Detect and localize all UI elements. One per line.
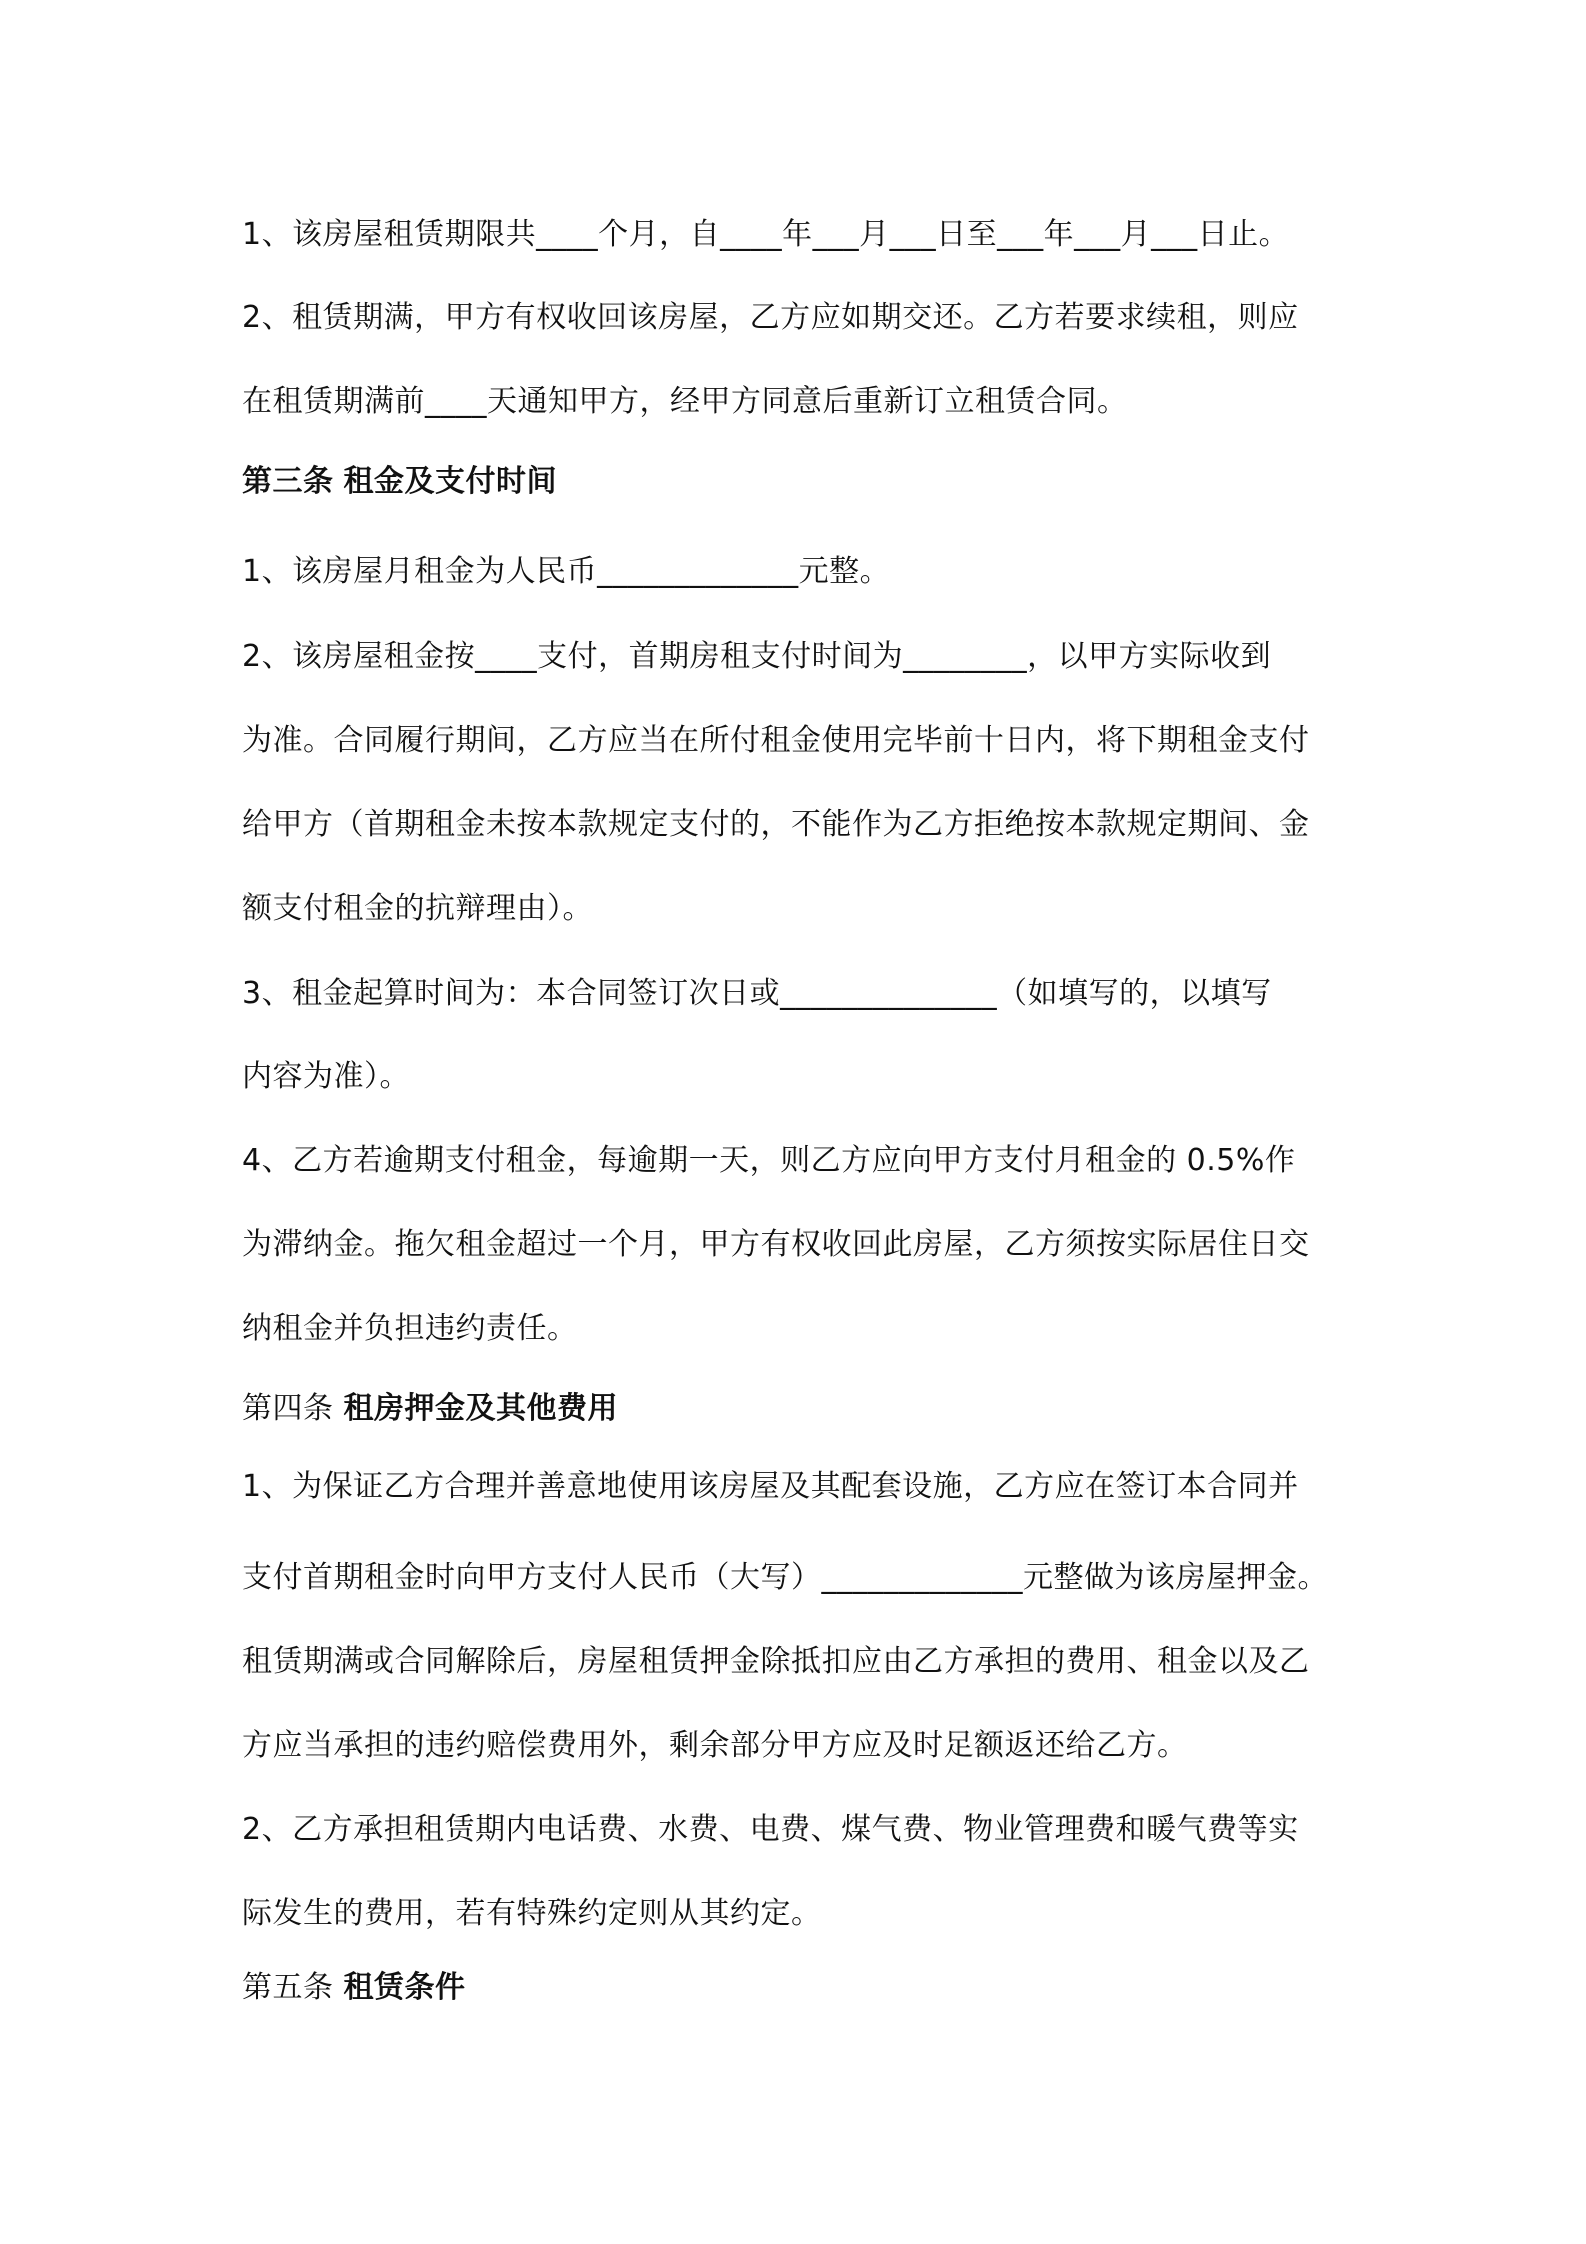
- term-clause-1: 1、该房屋租赁期限共____个月，自____年___月___日至___年___月___日止。: [242, 217, 1290, 252]
- deposit-clause-1-line-2: 支付首期租金时向甲方支付人民币（大写）_____________元整做为该房屋押金。: [242, 1560, 1328, 1595]
- deposit-clause-2-line-2: 际发生的费用，若有特殊约定则从其约定。: [242, 1896, 822, 1931]
- term-clause-2-line-2: 在租赁期满前____天通知甲方，经甲方同意后重新订立租赁合同。: [242, 384, 1128, 419]
- rent-clause-4-line-3: 纳租金并负担违约责任。: [242, 1311, 578, 1346]
- rent-clause-2-line-2: 为准。合同履行期间，乙方应当在所付租金使用完毕前十日内，将下期租金支付: [242, 723, 1310, 758]
- rent-clause-2-line-3: 给甲方（首期租金未按本款规定支付的，不能作为乙方拒绝按本款规定期间、金: [242, 807, 1310, 842]
- rent-clause-4-line-1: 4、乙方若逾期支付租金，每逾期一天，则乙方应向甲方支付月租金的 0.5%作: [242, 1143, 1296, 1178]
- article-4-number: 第四条: [242, 1391, 334, 1426]
- article-3-heading: [242, 462, 1352, 502]
- article-4-title: 租房押金及其他费用: [343, 1391, 618, 1426]
- rent-clause-2-line-1: 2、该房屋租金按____支付，首期房租支付时间为________，以甲方实际收到: [242, 639, 1272, 674]
- term-clause-2-line-1: 2、租赁期满，甲方有权收回该房屋，乙方应如期交还。乙方若要求续租，则应: [242, 300, 1299, 335]
- rent-clause-2-line-4: 额支付租金的抗辩理由）。: [242, 891, 593, 926]
- article-4-heading: [242, 1389, 1352, 1429]
- rent-clause-3-line-1: 3、租金起算时间为：本合同签订次日或______________（如填写的，以填写: [242, 976, 1272, 1011]
- article-5-heading: [242, 1968, 1352, 2008]
- deposit-clause-1-line-4: 方应当承担的违约赔偿费用外，剩余部分甲方应及时足额返还给乙方。: [242, 1728, 1188, 1763]
- article-5-number: 第五条: [242, 1970, 334, 2005]
- rent-clause-3-line-2: 内容为准）。: [242, 1059, 410, 1094]
- deposit-clause-1-line-1: 1、为保证乙方合理并善意地使用该房屋及其配套设施，乙方应在签订本合同并: [242, 1469, 1299, 1504]
- rent-clause-4-line-2: 为滞纳金。拖欠租金超过一个月，甲方有权收回此房屋，乙方须按实际居住日交: [242, 1227, 1310, 1262]
- rent-clause-1: 1、该房屋月租金为人民币_____________元整。: [242, 554, 891, 589]
- article-3-number: 第三条: [242, 464, 334, 499]
- article-3-title: 租金及支付时间: [343, 464, 557, 499]
- article-5-title: 租赁条件: [343, 1970, 466, 2005]
- deposit-clause-2-line-1: 2、乙方承担租赁期内电话费、水费、电费、煤气费、物业管理费和暖气费等实: [242, 1812, 1299, 1847]
- deposit-clause-1-line-3: 租赁期满或合同解除后，房屋租赁押金除抵扣应由乙方承担的费用、租金以及乙: [242, 1644, 1310, 1679]
